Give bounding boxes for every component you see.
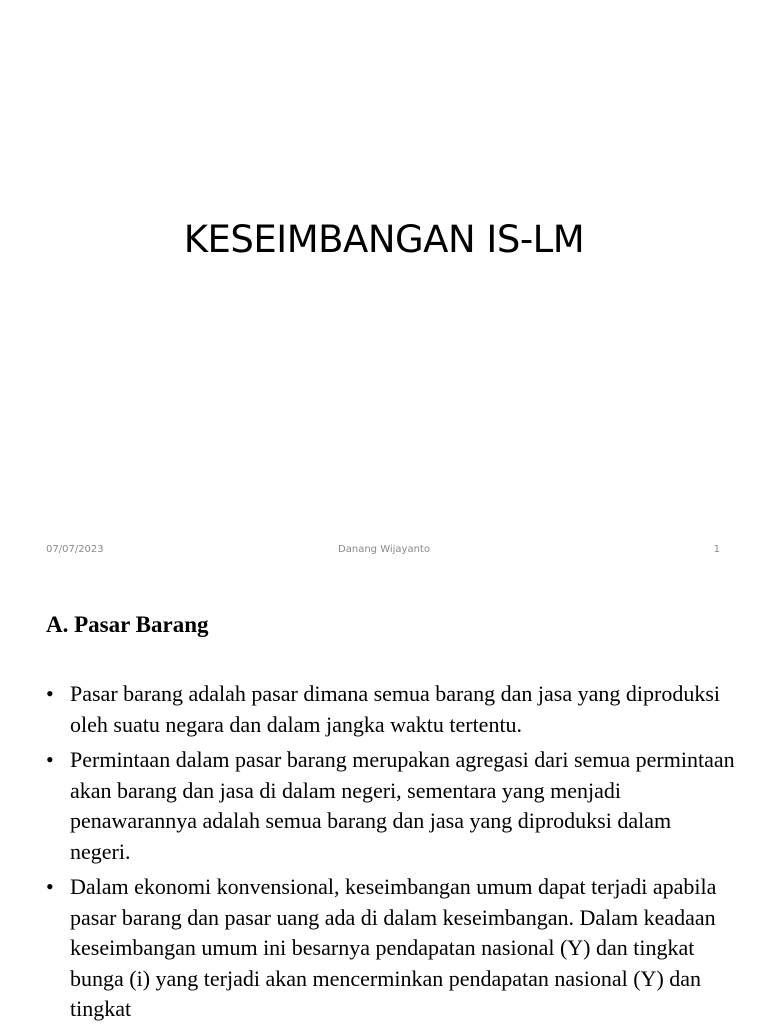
bullet-item xyxy=(46,745,736,867)
bullet-text: Pasar barang adalah pasar dimana semua barang dan jasa yang diproduksi oleh suatu negara dan dalam jangka waktu tertentu. xyxy=(70,681,720,737)
content-slide xyxy=(0,576,768,1024)
bullet-text: Permintaan dalam pasar barang merupakan agregasi dari semua permintaan akan barang dan jasa di dalam negeri, sementara yang menjadi penawarannya adalah semua barang dan jasa yang diproduksi dalam negeri. xyxy=(70,747,735,864)
bullet-dot-icon: • xyxy=(46,874,54,899)
bullet-dot-icon: • xyxy=(46,747,54,772)
footer-date: 07/07/2023 xyxy=(46,544,104,555)
bullet-text: Dalam ekonomi konvensional, keseimbangan umum dapat terjadi apabila pasar barang dan pasar uang ada di dalam keseimbangan. Dalam keadaan keseimbangan umum ini besarnya pendapatan nasional (Y) dan tingkat bunga (i) yang terjadi akan mencerminkan pendapatan nasional (Y) dan tingkat xyxy=(70,874,717,1021)
bullet-list xyxy=(46,679,736,1024)
footer-author: Danang Wijayanto xyxy=(338,544,430,555)
footer-page-number: 1 xyxy=(713,544,720,555)
bullet-item xyxy=(46,679,736,740)
bullet-dot-icon: • xyxy=(46,681,54,706)
section-heading: A. Pasar Barang xyxy=(46,612,209,637)
slide-title: KESEIMBANGAN IS-LM xyxy=(183,218,585,261)
bullet-item xyxy=(46,872,736,1024)
